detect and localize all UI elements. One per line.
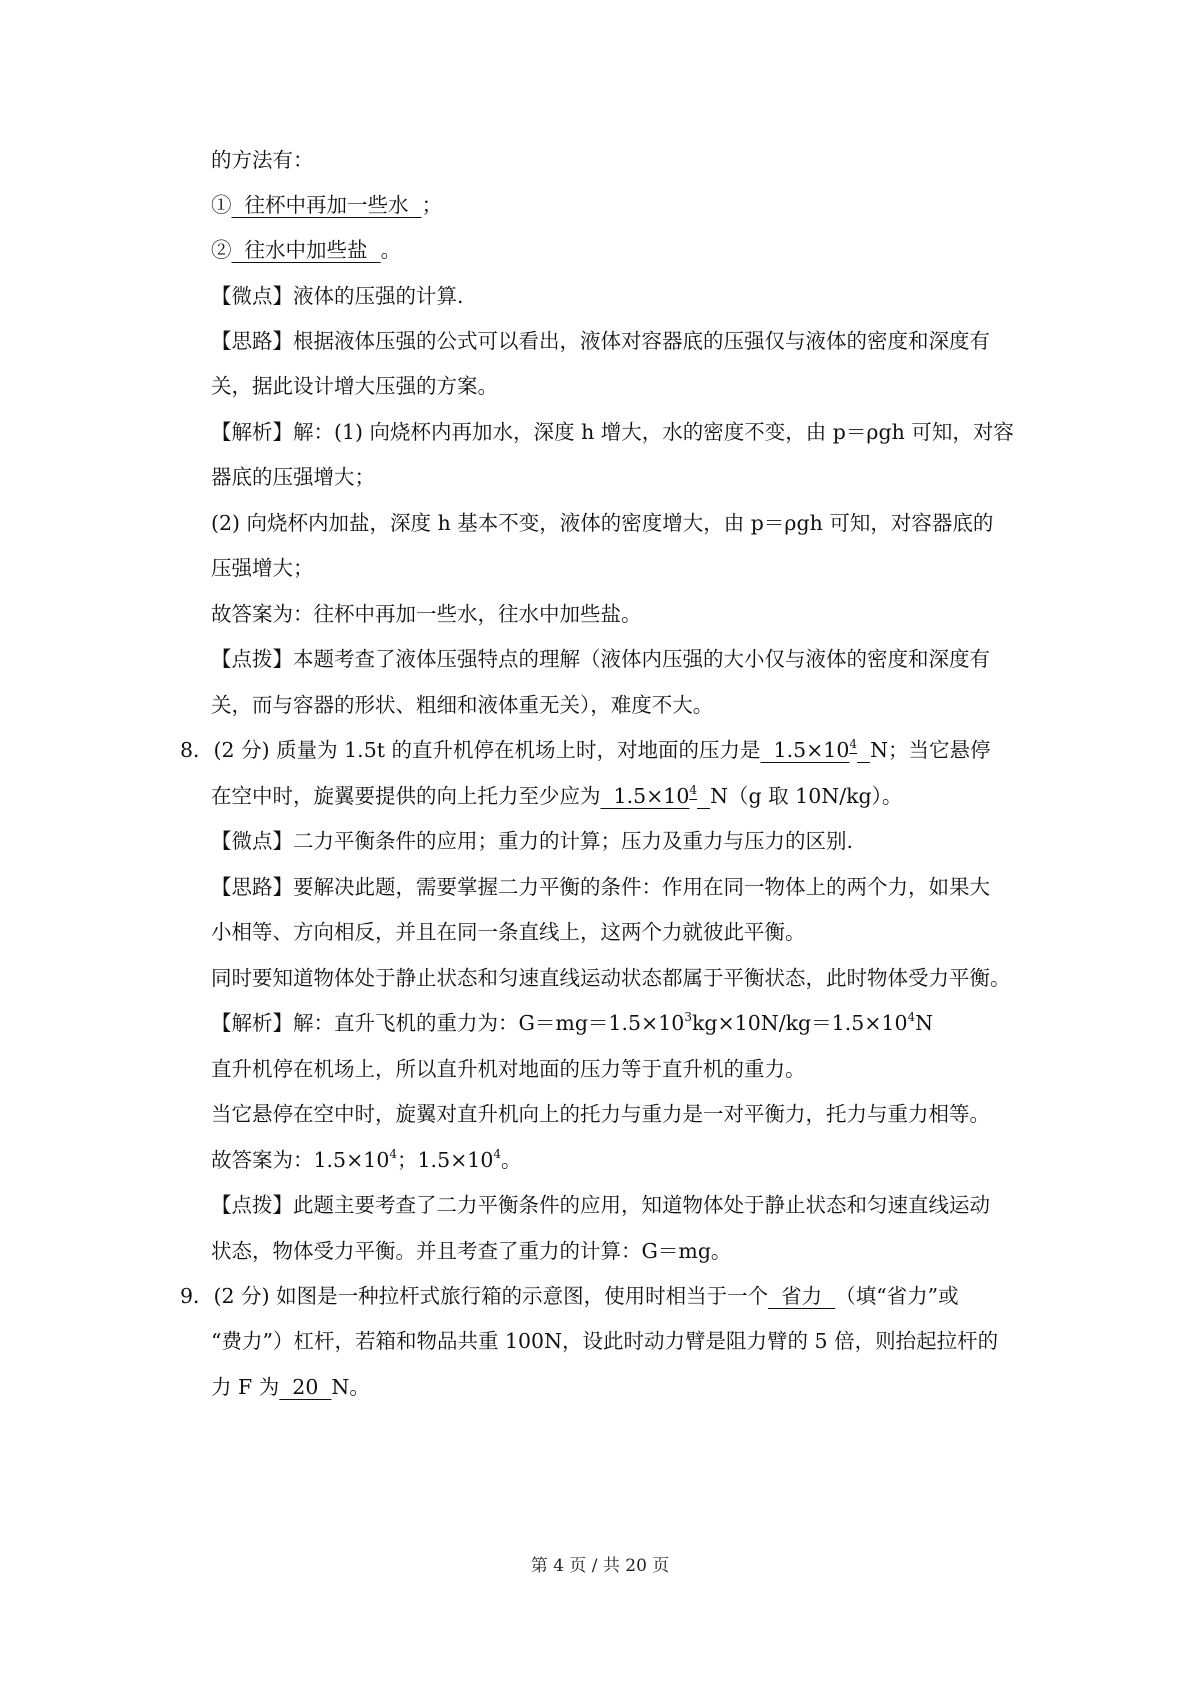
text-line <box>211 1099 990 1129</box>
text-line <box>211 963 1011 993</box>
answer-blank: 往水中加些盐 <box>231 238 381 262</box>
text-line <box>211 690 713 720</box>
text-run: 力 F 为 <box>211 1375 280 1399</box>
text-line <box>211 1008 933 1038</box>
text-run: 故答案为：1.5×10 <box>211 1148 390 1172</box>
text-line <box>211 235 401 265</box>
text-line <box>211 781 902 811</box>
text-run: 关，而与容器的形状、粗细和液体重无关），难度不大。 <box>211 693 714 717</box>
text-run: 【微点】液体的压强的计算. <box>211 284 464 308</box>
text-line <box>211 1145 522 1175</box>
text-run: ； <box>421 193 443 217</box>
text-line <box>211 1236 731 1266</box>
text-run: 在空中时，旋翼要提供的向上托力至少应为 <box>211 784 601 808</box>
text-run: 【点拨】此题主要考查了二力平衡条件的应用，知道物体处于静止状态和匀速直线运动 <box>211 1193 990 1217</box>
text-run: 【解析】解：(1) 向烧杯内再加水，深度 h 增大，水的密度不变，由 p＝ρgh 可知，对容 <box>211 420 1014 444</box>
superscript: 4 <box>907 1010 916 1024</box>
text-line <box>211 508 993 538</box>
text-run: N（g 取 10N/kg）。 <box>710 784 903 808</box>
text-run: 器底的压强增大； <box>211 465 375 489</box>
text-run: 当它悬停在空中时，旋翼对直升机向上的托力与重力是一对平衡力，托力与重力相等。 <box>211 1102 990 1126</box>
text-run: 小相等、方向相反，并且在同一条直线上，这两个力就彼此平衡。 <box>211 920 806 944</box>
text-run: “费力”）杠杆，若箱和物品共重 100N，设此时动力臂是阻力臂的 5 倍，则抬起拉杆的 <box>211 1329 999 1353</box>
answer-blank: 4 <box>849 737 858 751</box>
text-run: 【思路】要解决此题，需要掌握二力平衡的条件：作用在同一物体上的两个力，如果大 <box>211 875 990 899</box>
text-run: 的方法有： <box>211 148 314 172</box>
text-run: (2) 向烧杯内加盐，深度 h 基本不变，液体的密度增大，由 p＝ρgh 可知，对容器底的 <box>211 511 994 535</box>
superscript: 3 <box>684 1010 692 1024</box>
text-line <box>211 371 498 401</box>
text-run: ② <box>211 238 232 262</box>
question-line <box>180 735 991 765</box>
answer-blank: 20 <box>279 1375 332 1399</box>
text-line <box>211 872 990 902</box>
text-run: N。 <box>331 1375 370 1399</box>
text-line <box>211 1326 998 1356</box>
text-run: N <box>915 1011 934 1035</box>
text-run: 9．(2 分) 如图是一种拉杆式旅行箱的示意图，使用时相当于一个 <box>180 1284 769 1308</box>
text-run: ；1.5×10 <box>397 1148 494 1172</box>
text-run: N；当它悬停 <box>870 738 991 762</box>
text-run: ① <box>211 193 232 217</box>
text-run: kg×10N/kg＝1.5×10 <box>691 1011 908 1035</box>
answer-blank <box>697 784 710 808</box>
text-line <box>211 1190 990 1220</box>
answer-blank <box>857 738 870 762</box>
text-run: （填“省力”或 <box>835 1284 959 1308</box>
text-line <box>211 917 806 947</box>
page-footer: 第 4 页 / 共 20 页 <box>530 1556 670 1576</box>
text-run: 8．(2 分) 质量为 1.5t 的直升机停在机场上时，对地面的压力是 <box>180 738 761 762</box>
text-line <box>211 599 642 629</box>
text-run: 【微点】二力平衡条件的应用；重力的计算；压力及重力与压力的区别. <box>211 829 854 853</box>
text-run: 。 <box>380 238 402 262</box>
superscript: 4 <box>493 1147 502 1161</box>
text-run: 。 <box>501 1148 522 1172</box>
answer-blank: 省力 <box>768 1284 836 1308</box>
text-line <box>211 1054 806 1084</box>
answer-blank: 1.5×10 <box>600 784 690 808</box>
text-run: 【解析】解：直升飞机的重力为：G＝mg＝1.5×10 <box>211 1011 685 1035</box>
text-line <box>211 281 464 311</box>
text-run: 同时要知道物体处于静止状态和匀速直线运动状态都属于平衡状态，此时物体受力平衡。 <box>211 966 1011 990</box>
text-line <box>211 553 314 583</box>
text-line <box>211 826 853 856</box>
text-line <box>211 145 314 175</box>
answer-blank: 4 <box>689 783 698 797</box>
text-line <box>211 644 990 674</box>
text-line <box>211 190 442 220</box>
text-run: 状态，物体受力平衡。并且考查了重力的计算：G＝mg。 <box>211 1239 732 1263</box>
answer-blank: 1.5×10 <box>760 738 850 762</box>
text-run: 【思路】根据液体压强的公式可以看出，液体对容器底的压强仅与液体的密度和深度有 <box>211 329 990 353</box>
superscript: 4 <box>389 1147 398 1161</box>
text-run: 直升机停在机场上，所以直升机对地面的压力等于直升机的重力。 <box>211 1057 806 1081</box>
text-line <box>211 1372 370 1402</box>
text-line <box>211 462 375 492</box>
text-run: 关，据此设计增大压强的方案。 <box>211 374 498 398</box>
answer-blank: 往杯中再加一些水 <box>231 193 422 217</box>
text-run: 压强增大； <box>211 556 314 580</box>
text-line <box>211 326 990 356</box>
text-line <box>211 417 1014 447</box>
text-run: 【点拨】本题考查了液体压强特点的理解（液体内压强的大小仅与液体的密度和深度有 <box>211 647 990 671</box>
text-run: 故答案为：往杯中再加一些水，往水中加些盐。 <box>211 602 642 626</box>
question-line <box>180 1281 959 1311</box>
